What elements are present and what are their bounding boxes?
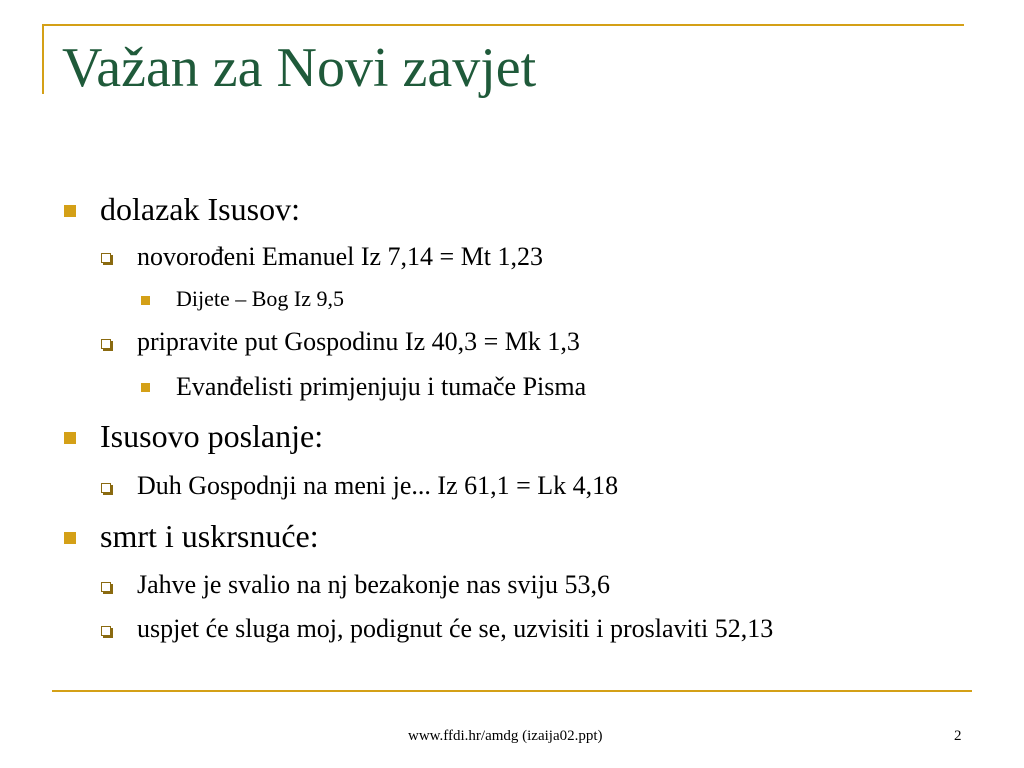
hollow-square-bullet-icon [101, 253, 111, 263]
bullet-text: smrt i uskrsnuće: [100, 518, 319, 554]
square-bullet-icon [141, 296, 150, 305]
footer-divider [52, 690, 972, 692]
bullet-text: Duh Gospodnji na meni je... Iz 61,1 = Lk 4,18 [137, 471, 619, 500]
footer-source: www.ffdi.hr/amdg (izaija02.ppt) [408, 728, 603, 744]
bullet-text: Isusovo poslanje: [100, 418, 324, 454]
bullet-text: uspjet će sluga moj, podignut će se, uzvisiti i proslaviti 52,13 [137, 614, 774, 643]
bullet-text: Evanđelisti primjenjuju i tumače Pisma [176, 372, 587, 401]
hollow-square-bullet-icon [101, 626, 111, 636]
bullet-text: novorođeni Emanuel Iz 7,14 = Mt 1,23 [137, 242, 544, 271]
slide-title: Važan za Novi zavjet [62, 37, 537, 99]
square-bullet-icon [141, 383, 150, 392]
bullet-text: dolazak Isusov: [100, 191, 300, 227]
hollow-square-bullet-icon [101, 339, 111, 349]
bullet-text: Jahve je svalio na nj bezakonje nas sviju 53,6 [137, 570, 610, 599]
hollow-square-bullet-icon [101, 582, 111, 592]
square-bullet-icon [64, 205, 76, 217]
bullet-text: pripravite put Gospodinu Iz 40,3 = Mk 1,3 [137, 327, 580, 356]
square-bullet-icon [64, 532, 76, 544]
bullet-text: Dijete – Bog Iz 9,5 [176, 286, 345, 311]
square-bullet-icon [64, 432, 76, 444]
page-number: 2 [954, 728, 962, 744]
hollow-square-bullet-icon [101, 483, 111, 493]
